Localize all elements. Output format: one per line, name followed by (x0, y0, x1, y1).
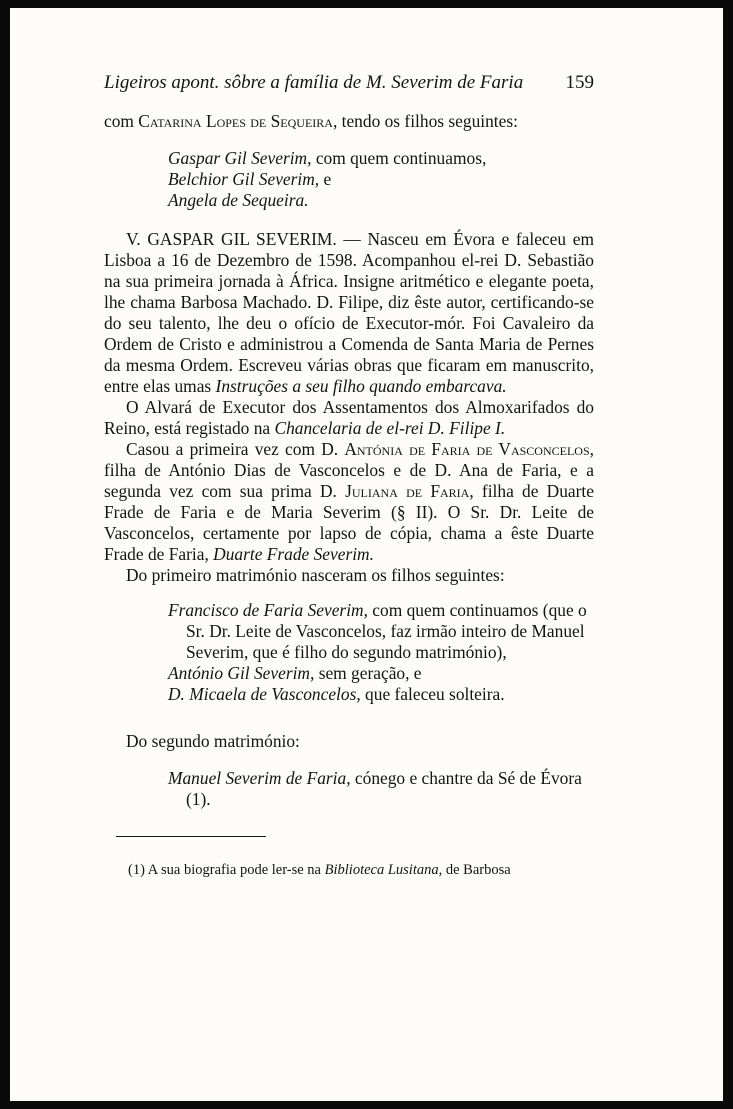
child-note: com quem continuamos, (311, 148, 487, 168)
footnote-mark: (1) (128, 862, 145, 878)
intro-prefix: com (104, 111, 139, 131)
page-number: 159 (565, 72, 594, 93)
footnote-divider (116, 836, 266, 837)
child-name: António Gil Severim, (168, 663, 315, 683)
casou-text-3: , filha de Duarte Frade de Faria e de Maria Severim (§ II). O Sr. Dr. Leite de Vasconcelos, certamente por lapso de cópia, chama a êste Duarte Frade de Faria, (104, 481, 594, 564)
child-name: Francisco de Faria Severim, (168, 600, 368, 620)
list-item (168, 169, 594, 190)
list-item (168, 190, 594, 211)
list-item (168, 684, 594, 705)
casou-name-1: Antónia de Faria de Vasconcelos (344, 439, 590, 459)
casou-text-1: Casou a primeira vez com D. (126, 439, 345, 459)
section-v-italic: Instruções a seu filho quando embarcava. (215, 376, 507, 396)
child-note: cónego e chantre da Sé de Évora (1). (186, 768, 582, 809)
intro-paragraph (104, 111, 594, 132)
footnote-italic: Biblioteca Lusitana, (324, 862, 443, 878)
casou-italic: Duarte Frade Severim. (213, 544, 374, 564)
child-name: Angela de Sequeira. (168, 190, 309, 210)
children-list-1 (168, 148, 594, 211)
casou-name-2: Juliana de Faria (345, 481, 470, 501)
segundo-paragraph: Do segundo matrimónio: (126, 731, 300, 751)
list-item (168, 768, 594, 810)
casou-text-2: , filha de António Dias de Vasconcelos e de D. Ana de Faria, e a segunda vez com sua prima D. (104, 439, 594, 501)
child-note: com quem continuamos (que o Sr. Dr. Leite de Vasconcelos, faz irmão inteiro de Manuel Severim, que é filho do segundo matrimónio), (186, 600, 587, 662)
footnote (104, 861, 594, 879)
list-item (168, 663, 594, 684)
child-name: D. Micaela de Vasconcelos, (168, 684, 361, 704)
alvara-paragraph (104, 397, 594, 439)
section-v-heading: V. GASPAR GIL SEVERIM. (126, 229, 337, 249)
child-note: que faleceu solteira. (360, 684, 505, 704)
list-item (168, 600, 594, 663)
alvara-text: O Alvará de Executor dos Assentamentos dos Almoxarifados do Reino, está registado na (104, 397, 594, 438)
list-item (168, 148, 594, 169)
casou-paragraph (104, 439, 594, 565)
footnote-text-2: de Barbosa (442, 862, 511, 878)
footnote-text: A sua biografia pode ler-se na (144, 862, 325, 878)
child-name: Gaspar Gil Severim, (168, 148, 312, 168)
child-name: Manuel Severim de Faria, (168, 768, 351, 788)
alvara-italic: Chancelaria de el-rei D. Filipe I. (274, 418, 506, 438)
section-v-text: — Nasceu em Évora e faleceu em Lisboa a 16 de Dezembro de 1598. Acompanhou el-rei D. Sebastião na sua primeira jornada à África. Insigne aritmético e elegante poeta, lhe chama Barbosa Machado. D. Filipe, diz êste autor, certificando-se do seu talento, lhe deu o ofício de Executor-mór. Foi Cavaleiro da Ordem de Cristo e administrou a Comenda de Santa Maria de Pernes da mesma Ordem. Escreveu várias obras que ficaram em manuscrito, entre elas umas (104, 229, 594, 396)
book-page (10, 8, 723, 1101)
primeiro-paragraph: Do primeiro matrimónio nasceram os filhos seguintes: (126, 565, 505, 585)
intro-suffix: , tendo os filhos seguintes: (332, 111, 518, 131)
running-title: Ligeiros apont. sôbre a família de M. Severim de Faria (104, 72, 524, 93)
child-note: sem geração, e (314, 663, 422, 683)
children-list-3 (168, 768, 594, 810)
child-note: e (319, 169, 332, 189)
children-list-2 (168, 600, 594, 705)
child-name: Belchior Gil Severim, (168, 169, 320, 189)
section-v-paragraph (104, 229, 594, 397)
running-head (104, 72, 594, 93)
intro-name: Catarina Lopes de Sequeira (138, 111, 333, 131)
page-content (104, 72, 594, 879)
